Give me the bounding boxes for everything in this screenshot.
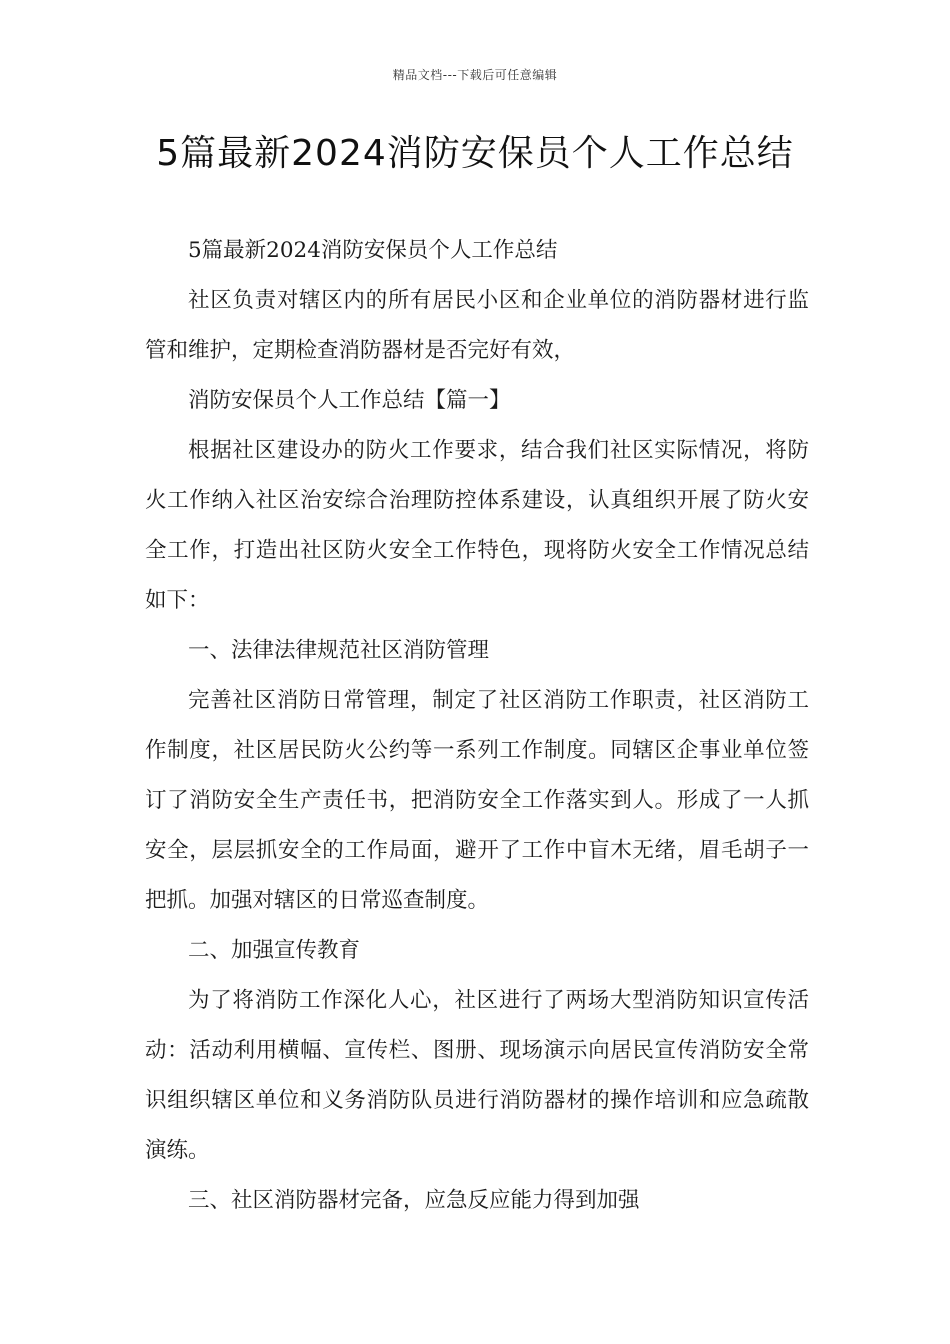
page-header: 精品文档---下载后可任意编辑 (392, 68, 558, 82)
paragraph-section-2: 为了将消防工作深化人心，社区进行了两场大型消防知识宣传活动：活动利用横幅、宣传栏、图册、现场演示向居民宣传消防安全常识组织辖区单位和义务消防队员进行消防器材的操作培训和应急疏散演练。 (145, 988, 809, 1163)
section-heading-1: 一、法律法律规范社区消防管理 (188, 638, 490, 663)
document-title: 5篇最新2024消防安保员个人工作总结 (156, 133, 794, 174)
paragraph-section-1: 完善社区消防日常管理，制定了社区消防工作职责，社区消防工作制度，社区居民防火公约等一系列工作制度。同辖区企事业单位签订了消防安全生产责任书，把消防安全工作落实到人。形成了一人抓安全，层层抓安全的工作局面，避开了工作中盲木无绪，眉毛胡子一把抓。加强对辖区的日常巡查制度。 (145, 688, 809, 913)
section-heading-2: 二、加强宣传教育 (188, 938, 361, 963)
section-heading-3: 三、社区消防器材完备，应急反应能力得到加强 (188, 1188, 640, 1213)
paragraph-intro: 社区负责对辖区内的所有居民小区和企业单位的消防器材进行监管和维护，定期检查消防器材是否完好有效， (145, 288, 809, 363)
paragraph-overview: 根据社区建设办的防火工作要求，结合我们社区实际情况，将防火工作纳入社区治安综合治理防控体系建设，认真组织开展了防火安全工作，打造出社区防火安全工作特色，现将防火安全工作情况总结如下： (145, 438, 809, 613)
document-body (145, 226, 809, 1226)
section-heading-part-one: 消防安保员个人工作总结【篇一】 (188, 388, 511, 413)
paragraph-subtitle: 5篇最新2024消防安保员个人工作总结 (188, 238, 558, 263)
